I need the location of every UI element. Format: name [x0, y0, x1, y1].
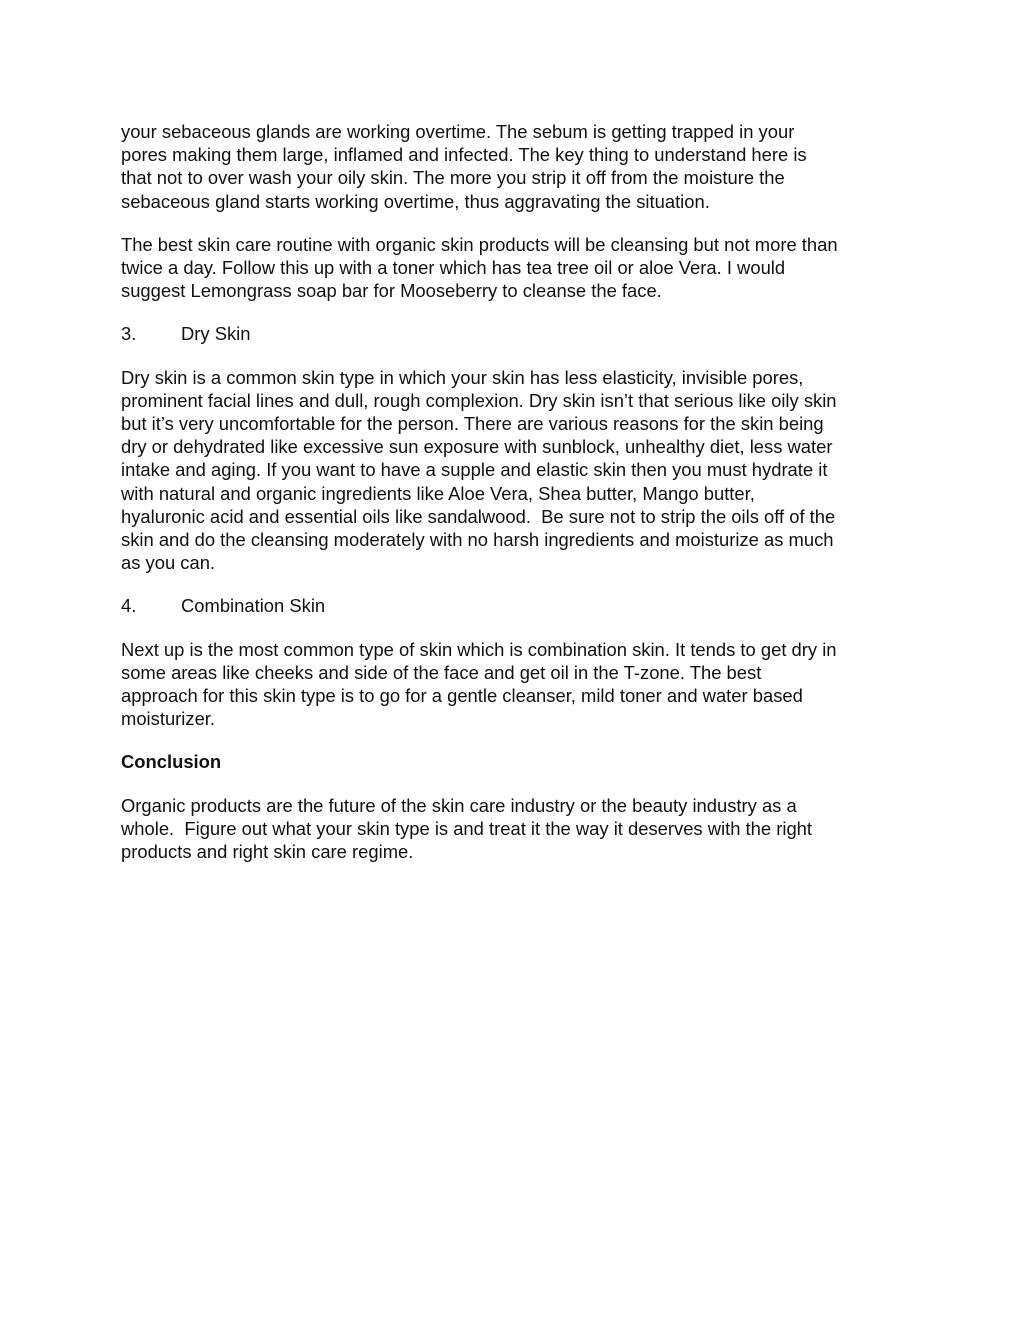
text-line: dry or dehydrated like excessive sun exposure with sunblock, unhealthy diet, less water: [121, 436, 833, 458]
text-line: hyaluronic acid and essential oils like sandalwood. Be sure not to strip the oils off of the: [121, 505, 836, 527]
text-line: products and right skin care regime.: [121, 841, 414, 863]
text-line: moisturizer.: [121, 708, 216, 730]
text-line: prominent facial lines and dull, rough complexion. Dry skin isn’t that serious like oily skin: [121, 389, 837, 411]
list-label: Dry Skin: [181, 323, 251, 345]
document-body: [121, 120, 911, 883]
text-line: that not to over wash your oily skin. The more you strip it off from the moisture the: [121, 167, 785, 189]
text-line: twice a day. Follow this up with a toner which has tea tree oil or aloe Vera. I would: [121, 257, 786, 279]
list-label: Combination Skin: [181, 595, 326, 617]
text-line: whole. Figure out what your skin type is and treat it the way it deserves with the right: [121, 817, 813, 839]
list-item-combination-skin: [121, 594, 911, 617]
conclusion-heading: Conclusion: [121, 751, 222, 773]
paragraph-dry-skin: [121, 366, 911, 575]
paragraph-oily-skin-continued: [121, 120, 911, 213]
text-line: Next up is the most common type of skin which is combination skin. It tends to get dry in: [121, 638, 837, 660]
text-line: with natural and organic ingredients like Aloe Vera, Shea butter, Mango butter,: [121, 482, 755, 504]
text-line: sebaceous gland starts working overtime, thus aggravating the situation.: [121, 190, 710, 212]
text-line: skin and do the cleansing moderately with no harsh ingredients and moisturize as much: [121, 529, 834, 551]
text-line: suggest Lemongrass soap bar for Mooseberry to cleanse the face.: [121, 280, 662, 302]
text-line: The best skin care routine with organic skin products will be cleansing but not more than: [121, 233, 838, 255]
text-line: but it’s very uncomfortable for the person. There are various reasons for the skin being: [121, 413, 824, 435]
paragraph-oily-skin-routine: [121, 233, 911, 303]
text-line: Organic products are the future of the skin care industry or the beauty industry as a: [121, 794, 797, 816]
text-line: Dry skin is a common skin type in which your skin has less elasticity, invisible pores,: [121, 366, 804, 388]
list-number: 4.: [121, 595, 137, 617]
paragraph-conclusion: [121, 794, 911, 864]
text-line: approach for this skin type is to go for a gentle cleanser, mild toner and water based: [121, 685, 803, 707]
text-line: some areas like cheeks and side of the face and get oil in the T-zone. The best: [121, 661, 762, 683]
list-number: 3.: [121, 323, 137, 345]
paragraph-combination-skin: [121, 638, 911, 731]
text-line: your sebaceous glands are working overtime. The sebum is getting trapped in your: [121, 121, 795, 142]
text-line: intake and aging. If you want to have a supple and elastic skin then you must hydrate it: [121, 459, 828, 481]
list-item-dry-skin: [121, 322, 911, 345]
text-line: pores making them large, inflamed and infected. The key thing to understand here is: [121, 144, 807, 166]
text-line: as you can.: [121, 552, 216, 574]
